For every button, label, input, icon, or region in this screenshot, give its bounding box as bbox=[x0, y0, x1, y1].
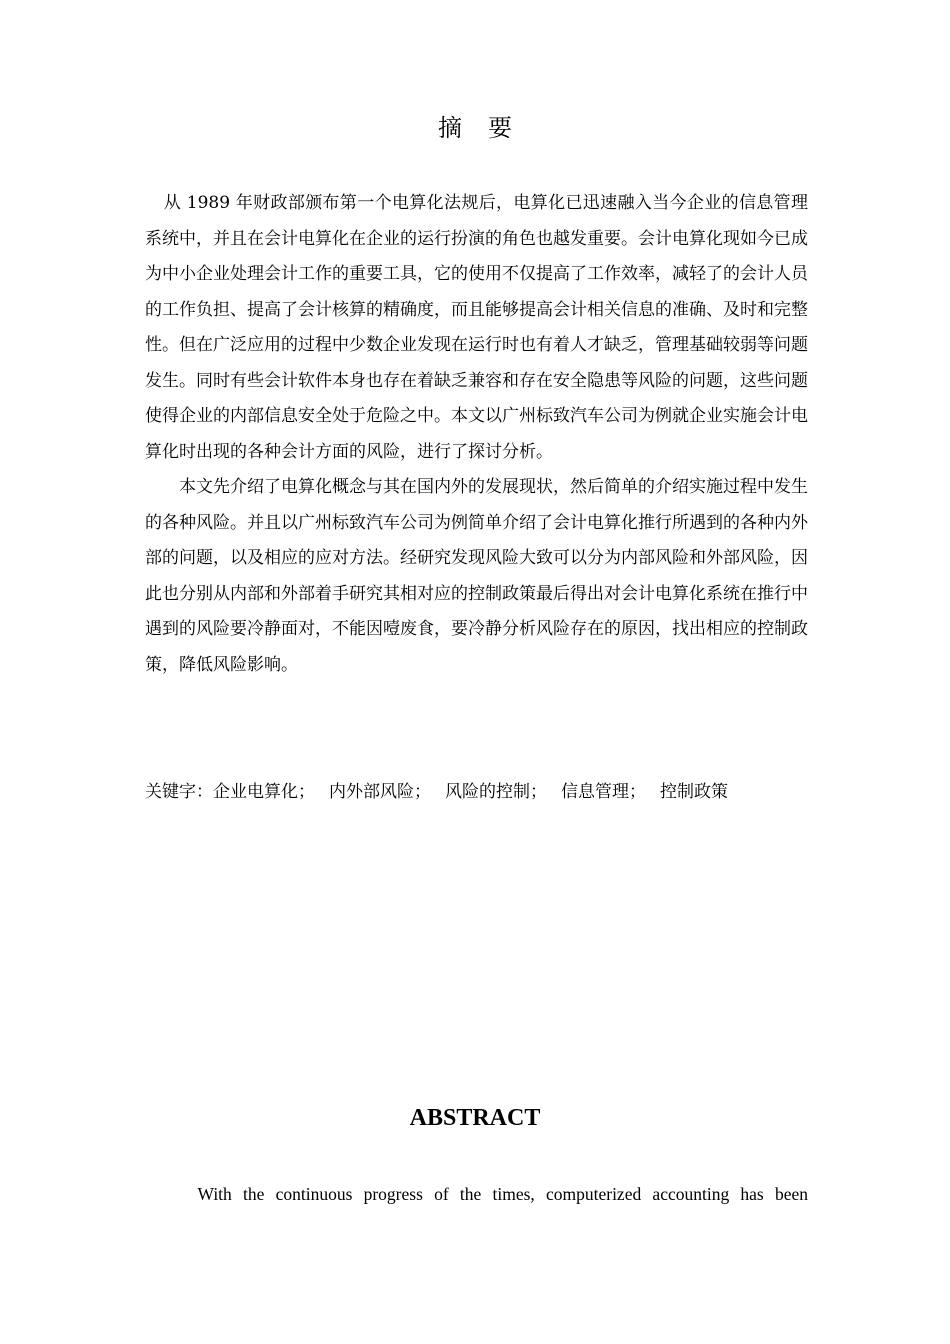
keywords-line bbox=[145, 778, 825, 806]
keyword-item: 企业电算化； bbox=[213, 782, 315, 802]
chinese-abstract-body bbox=[145, 186, 808, 683]
chinese-abstract-title: 摘要 bbox=[438, 114, 538, 142]
keyword-item: 信息管理； bbox=[561, 782, 646, 802]
keyword-item: 风险的控制； bbox=[445, 782, 547, 802]
keyword-item: 控制政策 bbox=[660, 782, 728, 802]
chinese-abstract-paragraph-1: 从 1989 年财政部颁布第一个电算化法规后，电算化已迅速融入当今企业的信息管理系统中，并且在会计电算化在企业的运行扮演的角色也越发重要。会计电算化现如今已成为中小企业处理会计工作的重要工具，它的使用不仅提高了工作效率，减轻了的会计人员的工作负担、提高了会计核算的精确度，而且能够提高会计相关信息的准确、及时和完整性。但在广泛应用的过程中少数企业发现在运行时也有着人才缺乏，管理基础较弱等问题发生。同时有些会计软件本身也存在着缺乏兼容和存在安全隐患等风险的问题，这些问题使得企业的内部信息安全处于危险之中。本文以广州标致汽车公司为例就企业实施会计电算化时出现的各种会计方面的风险，进行了探讨分析。 bbox=[145, 193, 808, 462]
english-abstract-first-line: With the continuous progress of the times, computerized accounting has been bbox=[197, 1184, 808, 1204]
keyword-item: 内外部风险； bbox=[329, 782, 431, 802]
chinese-abstract-paragraph-2: 本文先介绍了电算化概念与其在国内外的发展现状，然后简单的介绍实施过程中发生的各种风险。并且以广州标致汽车公司为例简单介绍了会计电算化推行所遇到的各种内外部的问题，以及相应的应对方法。经研究发现风险大致可以分为内部风险和外部风险，因此也分别从内部和外部着手研究其相对应的控制政策最后得出对会计电算化系统在推行中遇到的风险要冷静面对，不能因噎废食，要冷静分析风险存在的原因，找出相应的控制政策，降低风险影响。 bbox=[145, 477, 808, 675]
keywords-label: 关键字： bbox=[145, 782, 213, 802]
english-abstract-title: ABSTRACT bbox=[409, 1105, 541, 1131]
